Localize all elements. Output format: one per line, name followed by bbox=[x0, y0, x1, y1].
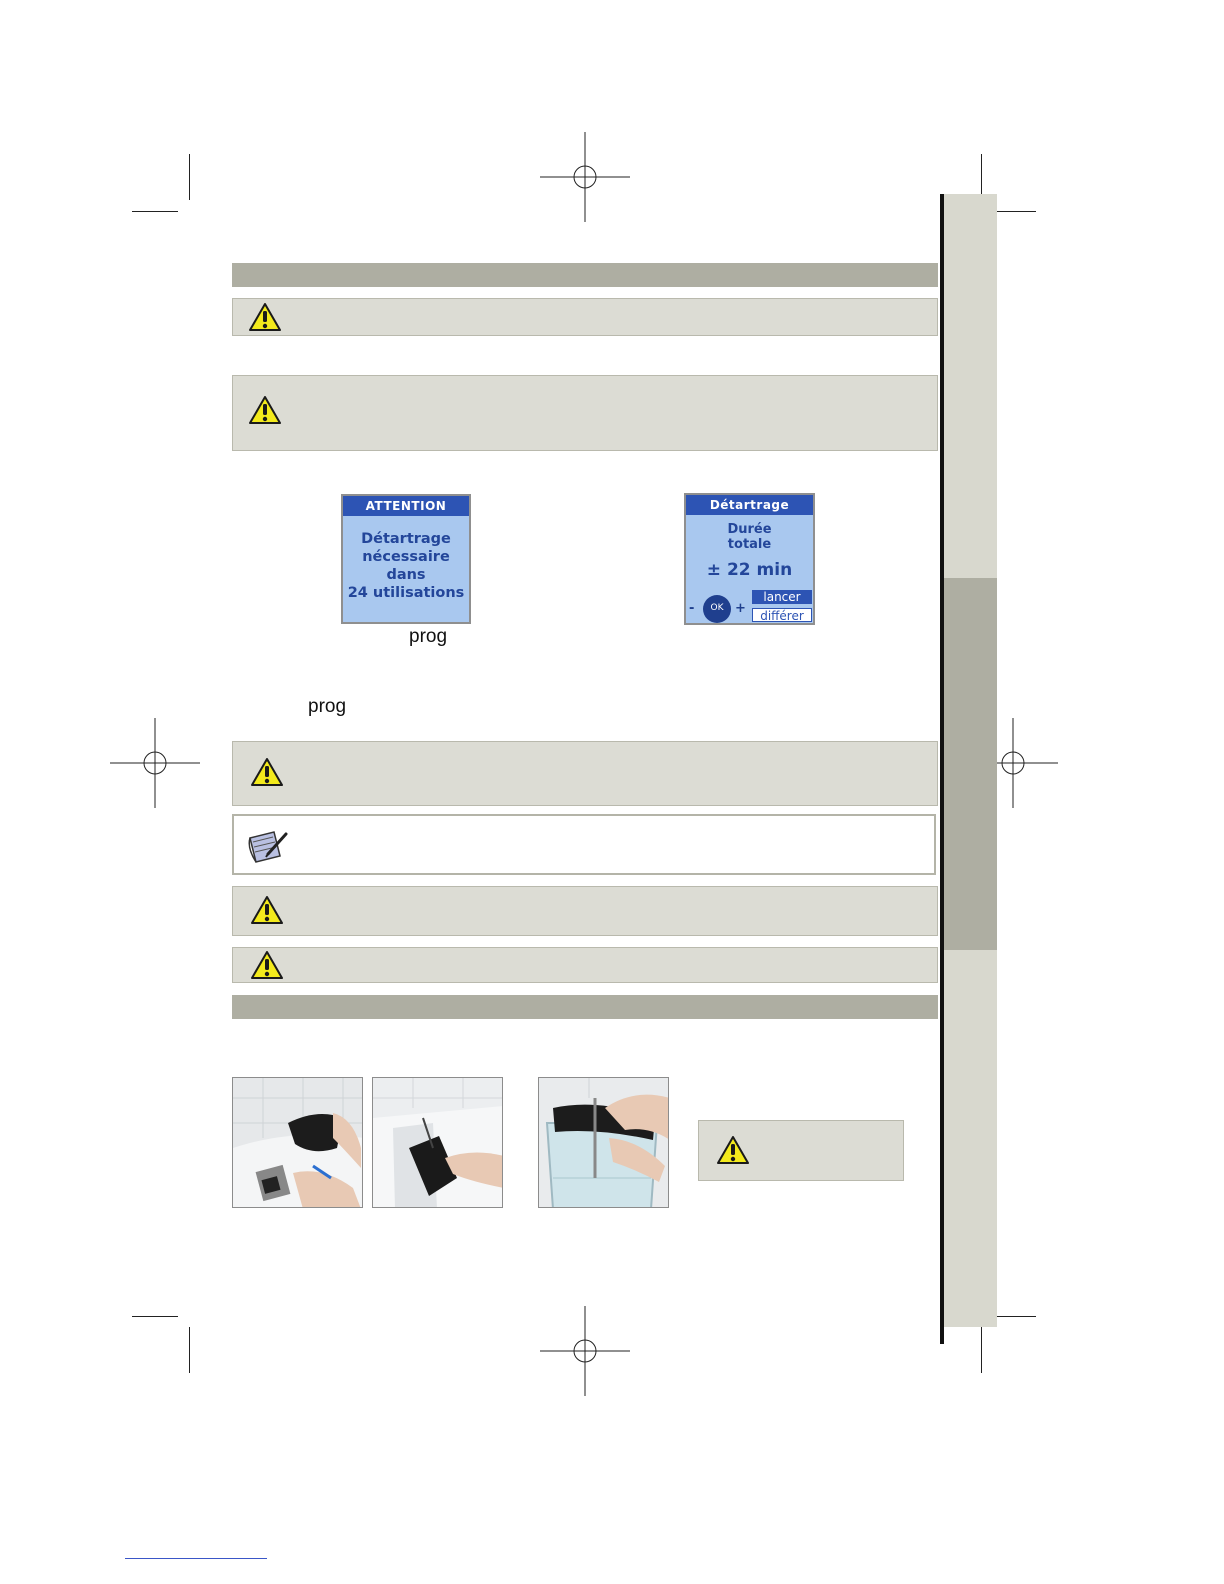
lcd-line: Détartrage bbox=[361, 531, 451, 547]
photo-water-tank bbox=[538, 1077, 669, 1208]
note-pen-icon bbox=[246, 828, 290, 866]
lcd-line: dans bbox=[386, 567, 426, 583]
warning-box bbox=[232, 947, 938, 983]
warning-box bbox=[232, 298, 938, 336]
lcd-line: 24 utilisations bbox=[347, 585, 465, 601]
crop-mark bbox=[992, 1316, 1036, 1317]
side-tab-active bbox=[944, 578, 997, 950]
prog-label: prog bbox=[409, 626, 448, 647]
lcd-header: Détartrage bbox=[686, 495, 813, 515]
side-rule bbox=[940, 194, 944, 1344]
warning-triangle-icon bbox=[250, 757, 284, 787]
differer-button: différer bbox=[752, 608, 812, 622]
crop-mark bbox=[992, 211, 1036, 212]
crop-mark bbox=[189, 1327, 190, 1373]
warning-box bbox=[232, 741, 938, 806]
minus-symbol: - bbox=[689, 601, 695, 616]
note-box bbox=[232, 814, 936, 875]
lcd-header: ATTENTION bbox=[343, 496, 469, 516]
warning-box bbox=[232, 886, 938, 936]
warning-triangle-icon bbox=[250, 895, 284, 925]
crop-mark bbox=[189, 154, 190, 200]
crop-mark bbox=[981, 1327, 982, 1373]
footer-rule bbox=[125, 1558, 267, 1559]
lcd-line: nécessaire bbox=[362, 549, 450, 565]
lcd-duration: ± 22 min bbox=[706, 560, 793, 580]
section-header-bar bbox=[232, 995, 938, 1019]
warning-triangle-icon bbox=[248, 395, 282, 425]
warning-box bbox=[232, 375, 938, 451]
prog-label: prog bbox=[308, 696, 347, 717]
registration-mark-icon bbox=[540, 132, 630, 222]
lcd-line: Durée bbox=[727, 522, 772, 537]
crop-mark bbox=[132, 211, 178, 212]
lcd-line: totale bbox=[727, 537, 772, 552]
registration-mark-icon bbox=[110, 718, 200, 808]
photo-filter-removal bbox=[232, 1077, 363, 1208]
section-header-bar bbox=[232, 263, 938, 287]
plus-symbol: + bbox=[735, 601, 746, 616]
photo-filter-insertion bbox=[372, 1077, 503, 1208]
lcd-screen-descaling bbox=[684, 493, 815, 625]
crop-mark bbox=[132, 1316, 178, 1317]
lancer-button: lancer bbox=[752, 590, 812, 604]
registration-mark-icon bbox=[540, 1306, 630, 1396]
warning-triangle-icon bbox=[250, 950, 284, 980]
lcd-screen-attention bbox=[341, 494, 471, 624]
warning-box bbox=[698, 1120, 904, 1181]
ok-label: OK bbox=[710, 603, 724, 613]
warning-triangle-icon bbox=[716, 1135, 750, 1165]
warning-triangle-icon bbox=[248, 302, 282, 332]
